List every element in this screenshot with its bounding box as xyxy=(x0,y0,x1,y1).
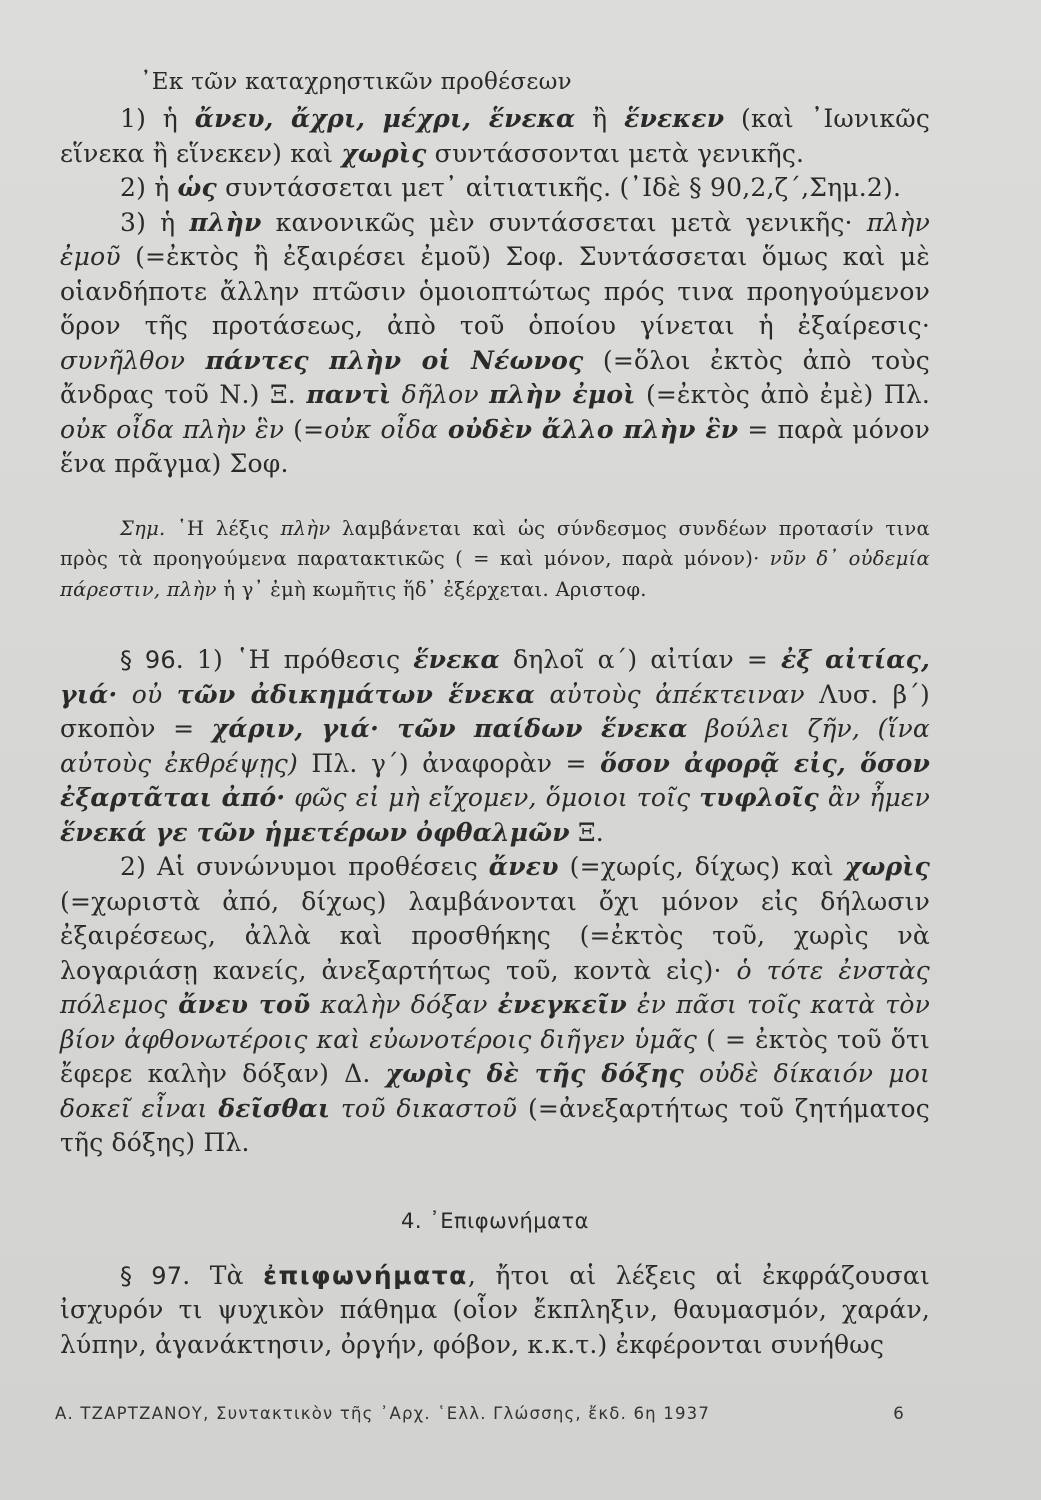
p3-run-1: πλὴν xyxy=(189,207,262,237)
p1-run-6: συντάσσονται μετὰ γενικῆς. xyxy=(426,138,805,168)
p3-run-6: πάντες πλὴν οἱ Νέωνος xyxy=(185,345,584,375)
s96b-run-0: 2) Αἱ συνώνυμοι προθέσεις xyxy=(120,852,489,881)
p1-run-1: ἄνευ, ἄχρι, μέχρι, ἕνεκα xyxy=(194,104,576,133)
s96a-run-14: τυφλοῖς xyxy=(699,783,819,812)
paragraph-3 xyxy=(60,206,930,482)
s96b-run-11: χωρὶς δὲ τῆς δόξης xyxy=(385,1059,684,1088)
note-run-0: Σημ. xyxy=(120,516,166,540)
page-number: 6 xyxy=(893,1404,905,1423)
note-run-2: πλὴν xyxy=(280,516,331,540)
p3-run-14: οὐκ οἶδα xyxy=(324,414,439,444)
note-run-5: ἡ γ᾿ ἐμὴ κωμῆτις ἥδ᾿ ἐξέρχεται. Αριστοφ. xyxy=(216,577,647,601)
s96b-run-2: (=χωρίς, δίχως) καὶ xyxy=(558,852,845,881)
note-run-1: ῾Η λέξις xyxy=(165,516,281,540)
s96a-run-7: αὐτοὺς ἀπέκτειναν xyxy=(535,679,805,709)
p3-run-13: (= xyxy=(284,414,325,444)
p2-run-1: ὡς xyxy=(177,173,217,202)
s96b-run-8: ἐνεγκεῖν xyxy=(497,990,627,1019)
p3-run-3: πλὴν ἐμοῦ xyxy=(60,207,931,271)
text-column xyxy=(60,66,930,1362)
p3-run-0: 3) ἡ xyxy=(120,207,190,237)
p3-run-16: = παρὰ μόνον ἕνα πρᾶγμα) Σοφ. xyxy=(60,414,930,478)
s96a-run-5: τῶν ἀδικημάτων xyxy=(176,679,434,709)
note-run-3: λαμβάνεται καὶ ὡς σύνδεσμος συνδέων προτασίν τινα πρὸς τὰ προηγούμενα παρατακτικῶς ( = καὶ μόνον, παρὰ μόνον)· xyxy=(60,516,931,570)
s96a-run-6: ἕνεκα xyxy=(433,679,536,709)
s96b-run-4: (=χωριστὰ ἀπό, δίχως) λαμβάνονται ὄχι μόνον εἰς δήλωσιν ἐξαιρέσεως, ἀλλὰ καὶ προσθήκης (=ἐκτὸς τοῦ, χωρὶς νὰ λογαριάσῃ κανείς, ἀνεξαρτήτως τοῦ, κοντὰ εἰς)· xyxy=(60,886,930,985)
footer-citation: Α. ΤΖΑΡΤΖΑΝΟΥ, Συντακτικὸν τῆς ᾿Αρχ. ῾Ελλ. Γλώσσης, ἔκδ. 6η 1937 xyxy=(55,1404,711,1423)
note-run-4: νῦν δ᾿ οὐδεμία πάρεστιν, πλὴν xyxy=(60,547,930,601)
p3-run-12: οὐκ οἶδα πλὴν ἓν xyxy=(60,414,285,444)
section-96-text xyxy=(60,645,930,847)
paragraph-2 xyxy=(60,171,930,206)
p2-run-0: 2) ἡ xyxy=(120,173,178,202)
s96b-run-15: (=ἀνεξαρτήτως τοῦ ζητήματος τῆς δόξης) Πλ. xyxy=(60,1093,931,1157)
p1-run-4: (καὶ ᾿Ιωνικῶς εἵνεκα ἢ εἵνεκεν) καὶ xyxy=(60,104,931,168)
subsection-heading: 4. ᾿Επιφωνήματα xyxy=(401,1208,589,1233)
note-paragraph xyxy=(60,514,930,606)
p3-run-10: πλὴν ἐμοὶ xyxy=(489,380,636,409)
p3-run-9: δῆλον xyxy=(391,380,490,409)
p1-run-5: χωρὶς xyxy=(341,138,427,168)
s96a-run-0: . 1) ῾Η πρόθεσις xyxy=(175,645,414,674)
section-97-number: § 97 xyxy=(120,1261,183,1290)
page-footer xyxy=(55,1404,905,1423)
s96b-run-6: ἄνευ τοῦ xyxy=(167,990,311,1019)
p2-run-2: συντάσσεται μετ᾿ αἰτιατικῆς. (᾿Ιδὲ § 90,2,ζ΄,Σημ.2). xyxy=(216,173,902,202)
p3-run-8: παντὶ xyxy=(306,380,392,409)
s96a-run-9: χάριν, γιά· τῶν παίδων ἕνεκα xyxy=(211,714,688,743)
s96a-run-1: ἕνεκα xyxy=(413,645,500,674)
intro-line: ᾿Εκ τῶν καταχρηστικῶν προθέσεων xyxy=(140,69,572,95)
p3-run-5: συνῆλθον xyxy=(60,345,186,375)
s96a-run-8: Λυσ. β΄) σκοπὸν = xyxy=(60,679,930,743)
s96b-run-1: ἄνευ xyxy=(488,852,559,881)
s96a-run-13: φῶς εἰ μὴ εἴχομεν, ὅμοιοι τοῖς xyxy=(285,783,700,812)
paragraph-1 xyxy=(60,102,930,171)
s96a-run-16: ἕνεκά γε τῶν ἡμετέρων ὀφθαλμῶν xyxy=(60,817,570,847)
p1-run-2: ἢ xyxy=(575,104,625,133)
s97-run-0: . Τὰ xyxy=(182,1260,264,1290)
s96a-run-12: ὅσον ἀφορᾷ εἰς, ὅσον ἐξαρτᾶται ἀπό· xyxy=(60,748,930,812)
section-97-text xyxy=(60,1261,930,1359)
p3-run-15: οὐδὲν ἄλλο πλὴν ἓν xyxy=(438,414,739,444)
s96a-run-11: Πλ. γ΄) ἀναφορὰν = xyxy=(297,748,601,778)
s97-run-2: , ἤτοι αἱ λέξεις αἱ ἐκφράζουσαι ἰσχυρόν τι ψυχικὸν πάθημα (οἷον ἔκπληξιν, θαυμασμόν, χαράν, λύπην, ἀγανάκτησιν, ὀργήν, φόβον, κ.κ.τ.) ἐκφέρονται συνήθως xyxy=(60,1260,930,1359)
s97-run-1: ἐπιφωνήματα xyxy=(263,1260,468,1290)
p3-run-11: (=ἐκτὸς ἀπὸ ἐμὲ) Πλ. xyxy=(635,380,931,409)
p1-run-0: 1) ἡ xyxy=(120,104,195,133)
s96b-run-3: χωρὶς xyxy=(844,852,930,881)
s96b-run-10: ( = ἐκτὸς τοῦ ὅτι ἔφερε καλὴν δόξαν) Δ. xyxy=(60,1024,930,1088)
s96b-run-12: οὐδὲ δίκαιόν μοι δοκεῖ εἶναι xyxy=(60,1059,930,1123)
section-96-number: § 96 xyxy=(120,646,176,674)
s96a-run-17: Ξ. xyxy=(569,817,604,847)
s96b-run-13: δεῖσθαι xyxy=(218,1093,331,1123)
p3-run-4: (=ἐκτὸς ἢ ἐξαιρέσει ἐμοῦ) Σοφ. Συντάσσεται ὅμως καὶ μὲ οἱανδήποτε ἄλλην πτῶσιν ὁμοιοπτώτως πρός τινα προηγούμενον ὅρον τῆς προτάσεως, ἀπὸ τοῦ ὁποίου γίνεται ἡ ἐξαίρεσις· xyxy=(60,242,930,340)
s96a-run-10: βούλει ζῆν, (ἵνα αὐτοὺς ἐκθρέψῃς) xyxy=(60,714,931,778)
section-96-paragraph-2 xyxy=(60,850,930,1161)
s96a-run-4: οὐ xyxy=(117,679,177,709)
s96a-run-15: ἂν ἦμεν xyxy=(818,783,930,812)
s96b-run-7: καλὴν δόξαν xyxy=(310,990,498,1019)
p3-run-7: (=ὅλοι ἐκτὸς ἀπὸ τοὺς ἄνδρας τοῦ Ν.) Ξ. xyxy=(60,345,930,409)
p1-run-3: ἕνεκεν xyxy=(624,104,725,133)
section-96-paragraph-1 xyxy=(60,643,930,850)
s96a-run-3: ἐξ αἰτίας, γιά· xyxy=(60,645,930,709)
s96a-run-2: δηλοῖ α΄) αἰτίαν = xyxy=(499,645,782,674)
p3-run-2: κανονικῶς μὲν συντάσσεται μετὰ γενικῆς· xyxy=(261,207,867,237)
s96b-run-14: τοῦ δικαστοῦ xyxy=(330,1093,518,1123)
s96b-run-9: ἐν πᾶσι τοῖς κατὰ τὸν βίον ἀφθονωτέροις καὶ εὐωνοτέροις διῆγεν ὑμᾶς xyxy=(60,990,930,1054)
section-97-paragraph xyxy=(60,1259,930,1363)
s96b-run-5: ὁ τότε ἐνστὰς πόλεμος xyxy=(60,955,930,1019)
